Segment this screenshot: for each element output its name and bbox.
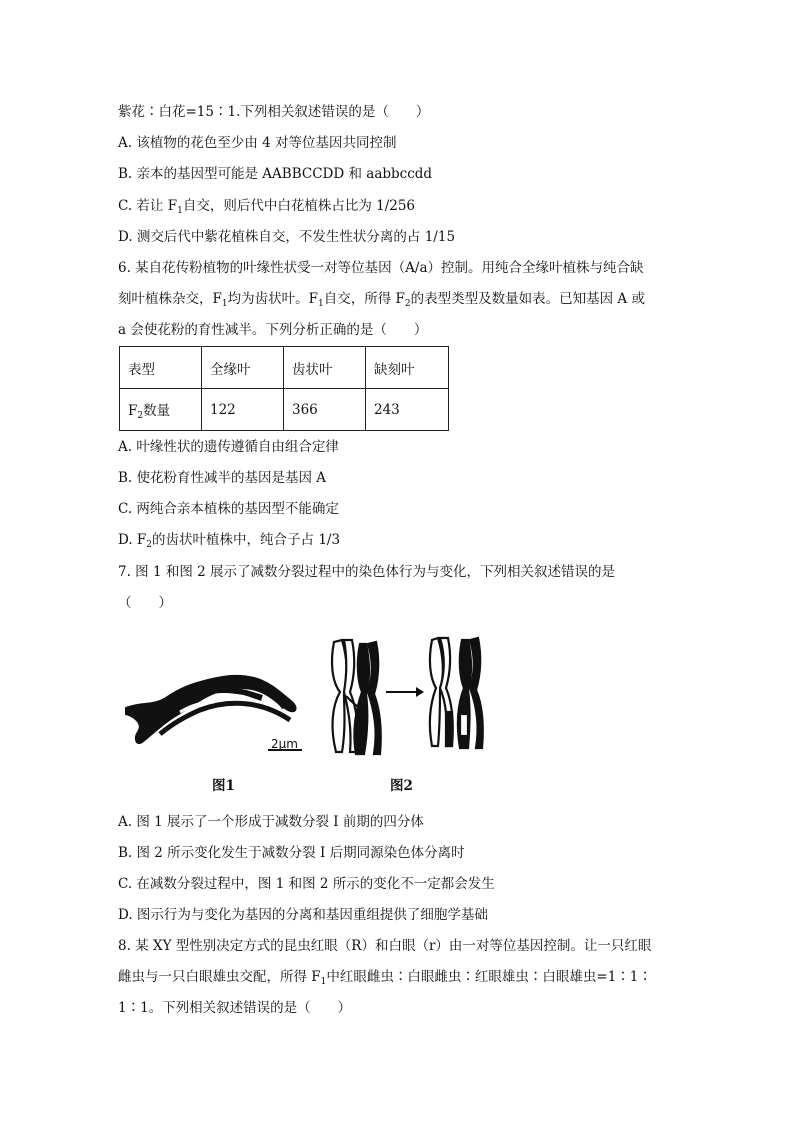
q6-option-d bbox=[118, 530, 340, 555]
q8-l2-a: 雌虫与一只白眼雄虫交配，所得 F bbox=[118, 969, 321, 985]
subscript: 1 bbox=[177, 206, 183, 216]
q7-stem-line2: （ ） bbox=[118, 595, 172, 611]
q6-data-table bbox=[119, 346, 449, 431]
q6-option-b: B. 使花粉育性减半的基因是基因 A bbox=[118, 470, 327, 486]
q5-option-c bbox=[118, 196, 415, 221]
figure-1-label: 图1 bbox=[212, 778, 235, 794]
table-row bbox=[120, 389, 449, 431]
subscript: 1 bbox=[221, 299, 228, 309]
subscript: 1 bbox=[320, 977, 327, 987]
table-header-cell: 表型 bbox=[120, 347, 202, 389]
arrow-head-icon bbox=[416, 687, 424, 697]
q6-stem-line2 bbox=[118, 289, 645, 314]
scale-label: 2μm bbox=[271, 737, 298, 751]
subscript: 2 bbox=[146, 540, 153, 550]
q5-option-c-b: 自交，则后代中白花植株占比为 1/256 bbox=[182, 198, 416, 214]
q6-stem-line1: 6. 某自花传粉植物的叶缘性状受一对等位基因（A/a）控制。用纯合全缘叶植株与纯合缺 bbox=[118, 260, 644, 276]
q8-l2-b: 中红眼雌虫∶白眼雌虫∶红眼雄虫∶白眼雄虫=1∶1∶ bbox=[326, 969, 652, 985]
q8-stem-line1: 8. 某 XY 型性别决定方式的昆虫红眼（R）和白眼（r）由一对等位基因控制。让一只红眼 bbox=[118, 938, 652, 954]
q7-option-b: B. 图 2 所示变化发生于减数分裂 I 后期同源染色体分离时 bbox=[118, 845, 465, 861]
q6-optd-b: 的齿状叶植株中，纯合子占 1/3 bbox=[152, 532, 341, 548]
q6-option-a: A. 叶缘性状的遗传遵循自由组合定律 bbox=[118, 439, 339, 455]
subscript: 2 bbox=[404, 299, 411, 309]
figure-2-label: 图2 bbox=[390, 778, 413, 794]
q5-option-c-a: C. 若让 F bbox=[118, 198, 178, 214]
q7-option-c: C. 在减数分裂过程中，图 1 和图 2 所示的变化不一定都会发生 bbox=[118, 876, 495, 892]
q6-l2-a: 刻叶植株杂交，F bbox=[118, 291, 222, 307]
q6-stem-line3: a 会使花粉的育性减半。下列分析正确的是（ ） bbox=[118, 322, 428, 338]
table-header-cell: 齿状叶 bbox=[284, 347, 366, 389]
figure-2-chromosomes bbox=[322, 632, 492, 762]
table-cell: 122 bbox=[202, 389, 284, 431]
table-header-cell: 全缘叶 bbox=[202, 347, 284, 389]
q6-l2-c: 自交，所得 F bbox=[323, 291, 405, 307]
table-row-label bbox=[120, 389, 202, 431]
q7-option-a: A. 图 1 展示了一个形成于减数分裂 I 前期的四分体 bbox=[118, 814, 424, 830]
q6-option-c: C. 两纯合亲本植株的基因型不能确定 bbox=[118, 501, 339, 517]
q5-stem-tail: 紫花∶白花=15∶1.下列相关叙述错误的是（ ） bbox=[118, 104, 430, 120]
table-cell: 243 bbox=[366, 389, 449, 431]
q5-option-b: B. 亲本的基因型可能是 AABBCCDD 和 aabbccdd bbox=[118, 166, 433, 182]
table-header-row bbox=[120, 347, 449, 389]
q5-option-a: A. 该植物的花色至少由 4 对等位基因共同控制 bbox=[118, 135, 397, 151]
q7-option-d: D. 图示行为与变化为基因的分离和基因重组提供了细胞学基础 bbox=[118, 907, 488, 923]
subscript: 2 bbox=[137, 410, 144, 421]
q6-l2-b: 均为齿状叶。F bbox=[227, 291, 318, 307]
table-header-cell: 缺刻叶 bbox=[366, 347, 449, 389]
q8-stem-line3: 1∶1。下列相关叙述错误的是（ ） bbox=[118, 1000, 352, 1016]
q7-stem-line1: 7. 图 1 和图 2 展示了减数分裂过程中的染色体行为与变化，下列相关叙述错误的是 bbox=[118, 564, 616, 580]
q5-option-d: D. 测交后代中紫花植株自交，不发生性状分离的占 1/15 bbox=[118, 229, 456, 245]
table-cell: 366 bbox=[284, 389, 366, 431]
q6-l2-d: 的表型类型及数量如表。已知基因 A 或 bbox=[410, 291, 645, 307]
row-label-a: F bbox=[128, 402, 138, 419]
q8-stem-line2 bbox=[118, 967, 652, 992]
q6-optd-a: D. F bbox=[118, 532, 147, 548]
subscript: 1 bbox=[317, 299, 324, 309]
row-label-b: 数量 bbox=[143, 402, 171, 419]
